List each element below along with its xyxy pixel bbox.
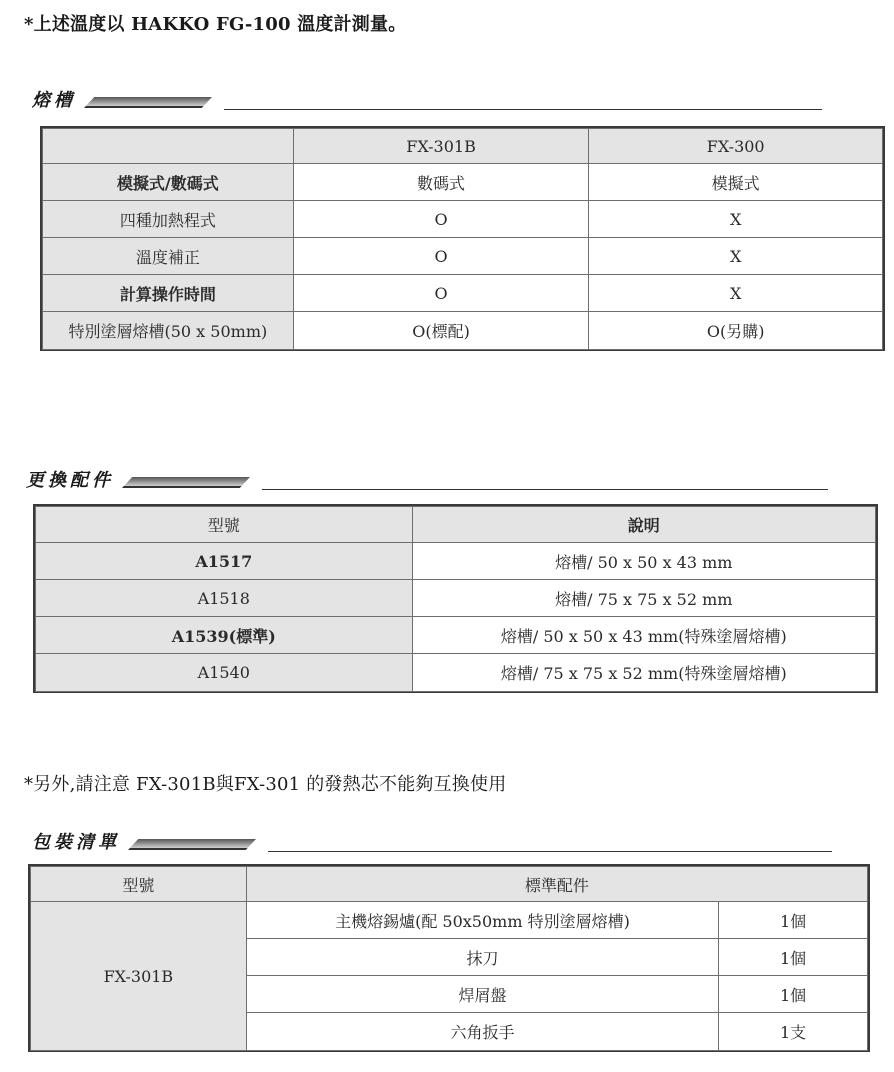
header-cell: 說明 bbox=[412, 507, 875, 543]
part-description: 熔槽/ 75 x 75 x 52 mm(特殊塗層熔槽) bbox=[412, 654, 875, 692]
item-name: 抹刀 bbox=[246, 939, 718, 976]
part-number: A1518 bbox=[36, 580, 413, 617]
parts-table bbox=[35, 506, 876, 692]
table-row bbox=[31, 902, 868, 939]
item-name: 六角扳手 bbox=[246, 1013, 718, 1051]
table-cell: O bbox=[293, 238, 589, 275]
table-row bbox=[43, 275, 883, 312]
part-number: A1539(標準) bbox=[36, 617, 413, 654]
table-row bbox=[36, 654, 876, 692]
table-row bbox=[43, 164, 883, 201]
header-cell bbox=[43, 129, 294, 164]
header-cell: 標準配件 bbox=[246, 867, 867, 902]
section-title: 更換配件 bbox=[26, 470, 114, 491]
section-heading-replacement-parts bbox=[26, 466, 828, 492]
section-heading-package-list bbox=[32, 828, 832, 854]
header-cell: 型號 bbox=[31, 867, 247, 902]
comparison-table bbox=[42, 128, 883, 350]
heading-rule bbox=[262, 489, 828, 490]
table-cell: O(標配) bbox=[293, 312, 589, 350]
table-header-row bbox=[43, 129, 883, 164]
package-table bbox=[30, 866, 868, 1051]
table-cell: O(另購) bbox=[589, 312, 883, 350]
table-cell: 數碼式 bbox=[293, 164, 589, 201]
heading-rule bbox=[224, 109, 822, 110]
header-cell: FX-301B bbox=[293, 129, 589, 164]
table-row bbox=[43, 312, 883, 350]
table-row bbox=[36, 543, 876, 580]
item-quantity: 1個 bbox=[719, 902, 868, 939]
table-header-row bbox=[36, 507, 876, 543]
table-row bbox=[36, 580, 876, 617]
table-cell: 模擬式 bbox=[589, 164, 883, 201]
row-label: 特別塗層熔槽(50 x 50mm) bbox=[43, 312, 294, 350]
item-quantity: 1個 bbox=[719, 939, 868, 976]
row-label: 四種加熱程式 bbox=[43, 201, 294, 238]
heading-decor-bar bbox=[122, 477, 262, 489]
heading-decor-bar bbox=[84, 97, 224, 109]
item-name: 焊屑盤 bbox=[246, 976, 718, 1013]
header-cell: FX-300 bbox=[589, 129, 883, 164]
header-cell: 型號 bbox=[36, 507, 413, 543]
item-quantity: 1個 bbox=[719, 976, 868, 1013]
section-title: 熔槽 bbox=[32, 90, 76, 111]
item-name: 主機熔錫爐(配 50x50mm 特別塗層熔槽) bbox=[246, 902, 718, 939]
table-header-row bbox=[31, 867, 868, 902]
table-cell: O bbox=[293, 275, 589, 312]
heading-decor-bar bbox=[128, 839, 268, 851]
table-cell: X bbox=[589, 238, 883, 275]
top-note: *上述溫度以 HAKKO FG-100 溫度計測量。 bbox=[24, 14, 407, 35]
table-row bbox=[43, 238, 883, 275]
part-number: A1517 bbox=[36, 543, 413, 580]
row-label: 計算操作時間 bbox=[43, 275, 294, 312]
heading-rule bbox=[268, 851, 832, 852]
compatibility-note: *另外,請注意 FX-301B與FX-301 的發熱芯不能夠互換使用 bbox=[24, 774, 507, 795]
part-description: 熔槽/ 75 x 75 x 52 mm bbox=[412, 580, 875, 617]
table-cell: X bbox=[589, 201, 883, 238]
table-row bbox=[43, 201, 883, 238]
table-cell: X bbox=[589, 275, 883, 312]
row-label: 模擬式/數碼式 bbox=[43, 164, 294, 201]
table-row bbox=[36, 617, 876, 654]
part-description: 熔槽/ 50 x 50 x 43 mm(特殊塗層熔槽) bbox=[412, 617, 875, 654]
section-heading-solder-pot bbox=[32, 86, 822, 112]
package-model: FX-301B bbox=[31, 902, 247, 1051]
section-title: 包裝清單 bbox=[32, 832, 120, 853]
item-quantity: 1支 bbox=[719, 1013, 868, 1051]
table-cell: O bbox=[293, 201, 589, 238]
part-number: A1540 bbox=[36, 654, 413, 692]
row-label: 溫度補正 bbox=[43, 238, 294, 275]
part-description: 熔槽/ 50 x 50 x 43 mm bbox=[412, 543, 875, 580]
